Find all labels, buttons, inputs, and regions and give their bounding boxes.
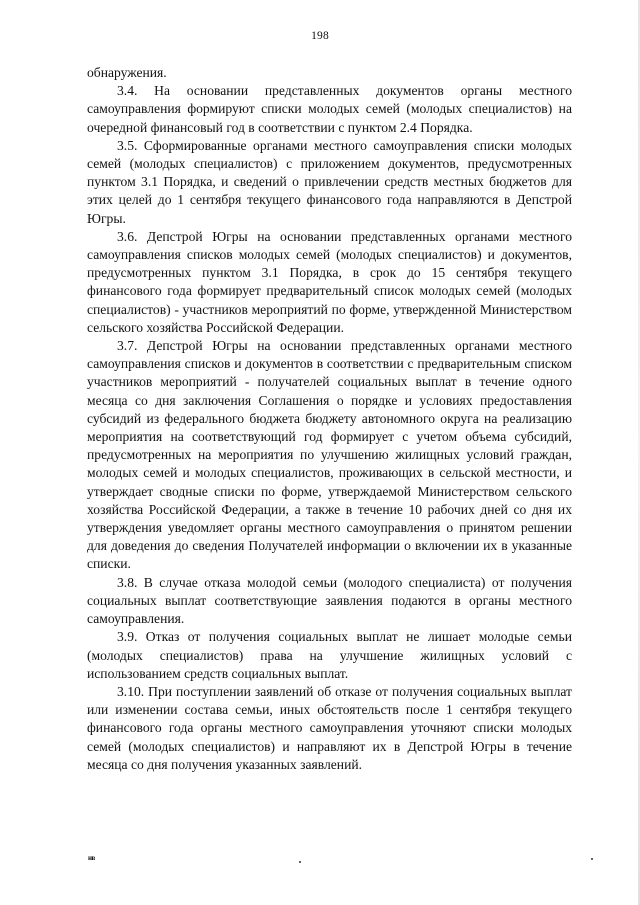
scan-speck [299,861,301,863]
paragraph-3-6: 3.6. Депстрой Югры на основании представленных органами местного самоуправления списков молодых семей (молодых специалистов) и документов, предусмотренных пунктом 3.1 Порядка, в срок до 15 сентября текущего финансового года формирует предварительный список молодых семей (молодых специалистов) - участников мероприятий по форме, утвержденной Министерством сельского хозяйства Российской Федерации. [87,228,572,335]
paragraph-continuation: обнаружения. [87,65,167,80]
paragraph-3-5: 3.5. Сформированные органами местного самоуправления списки молодых семей (молодых специалистов) с приложением документов, предусмотренных пунктом 3.1 Порядка, и сведений о привлечении средств местных бюджетов для этих целей до 1 сентября текущего финансового года направляются в Депстрой Югры. [87,137,572,226]
footer-mark: нв [88,854,95,862]
paragraph-3-8: 3.8. В случае отказа молодой семьи (молодого специалиста) от получения социальных выплат соответствующие заявления подаются в органы местного самоуправления. [87,574,572,627]
scan-speck [591,858,593,860]
document-body [87,64,572,774]
paragraph-3-7: 3.7. Депстрой Югры на основании представленных органами местного самоуправления списков и документов в соответствии с предварительным списком участников мероприятий - получателей социальных выплат в течение одного месяца со дня заключения Соглашения о порядке и условиях предоставления субсидий из федерального бюджета бюджету автономного округа на реализацию мероприятия на соответствующий год формирует с учетом объема субсидий, предусмотренных на мероприятия по улучшению жилищных условий граждан, молодых семей и молодых специалистов, проживающих в сельской местности, и утверждает сводные списки по форме, утверждаемой Министерством сельского хозяйства Российской Федерации, а также в течение 10 рабочих дней со дня их утверждения уведомляет органы местного самоуправления о принятом решении для доведения до сведения Получателей информации о включении их в указанные списки. [87,338,572,572]
paragraph-3-4: 3.4. На основании представленных документов органы местного самоуправления формируют списки молодых семей (молодых специалистов) на очередной финансовый год в соответствии с пунктом 2.4 Порядка. [87,83,572,135]
paragraph-3-9: 3.9. Отказ от получения социальных выплат не лишает молодые семьи (молодых специалистов) права на улучшение жилищных условий с использованием средств социальных выплат. [87,629,572,681]
paragraph-3-10: 3.10. При поступлении заявлений об отказе от получения социальных выплат или изменении состава семьи, иных обстоятельств после 1 сентября текущего финансового года органы местного самоуправления уточняют списки молодых семей (молодых специалистов) и направляют их в Депстрой Югры в течение месяца со дня получения указанных заявлений. [87,683,572,772]
page-number: 198 [311,30,329,42]
